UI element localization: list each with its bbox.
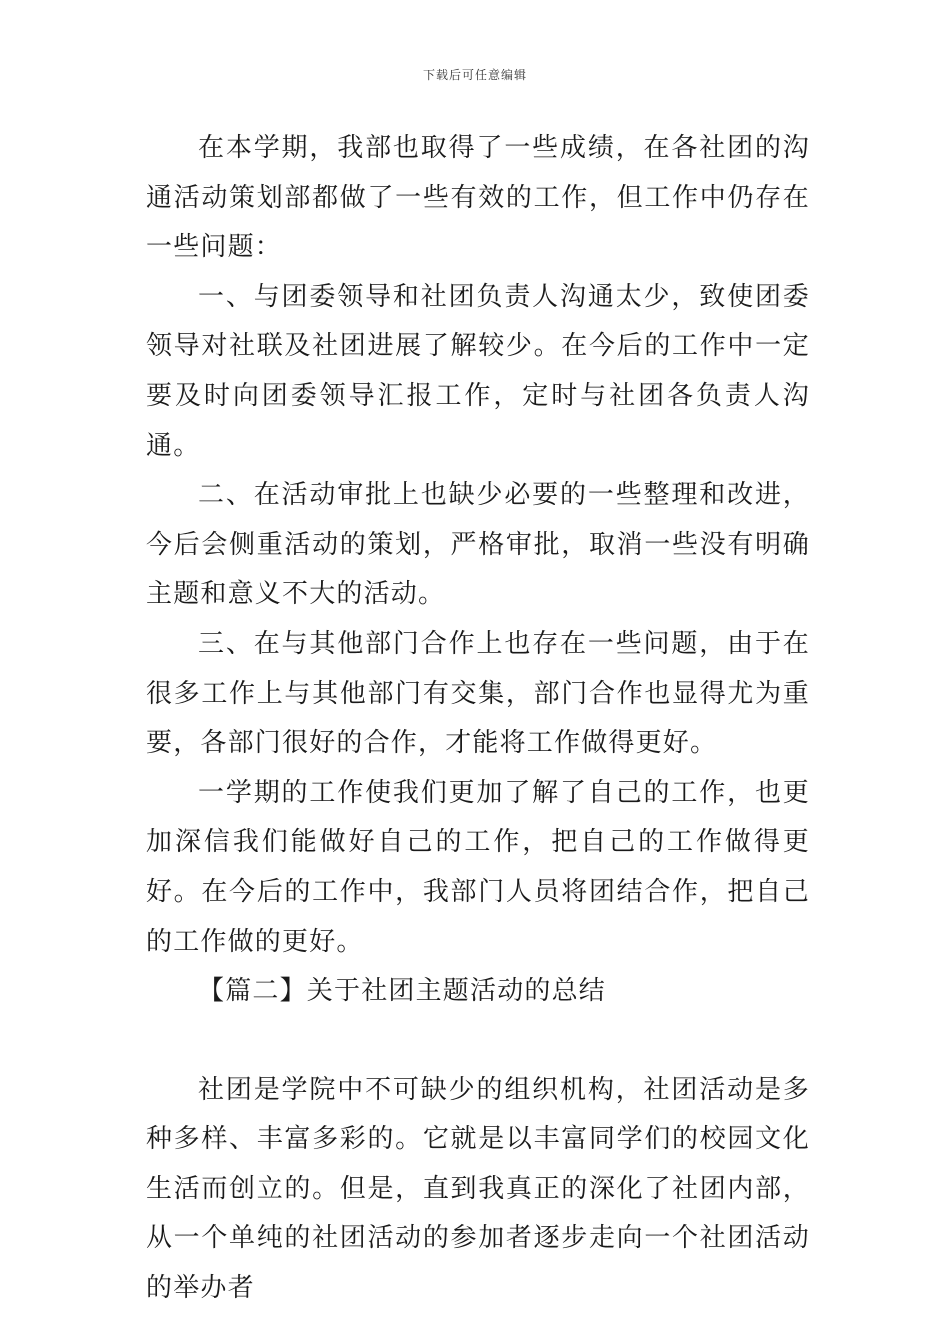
paragraph-conclusion: 一学期的工作使我们更加了解了自己的工作，也更加深信我们能做好自己的工作，把自己的工作做得更好。在今后的工作中，我部门人员将团结合作，把自己的工作做的更好。 [146, 777, 810, 957]
section-title: 【篇二】关于社团主题活动的总结 [198, 976, 607, 1007]
paragraph-issue-three: 三、在与其他部门合作上也存在一些问题，由于在很多工作上与其他部门有交集，部门合作也显得尤为重要，各部门很好的合作，才能将工作做得更好。 [146, 628, 810, 759]
paragraph-issue-one: 一、与团委领导和社团负责人沟通太少，致使团委领导对社联及社团进展了解较少。在今后的工作中一定要及时向团委领导汇报工作，定时与社团各负责人沟通。 [146, 281, 810, 461]
paragraph-section-intro: 社团是学院中不可缺少的组织机构，社团活动是多种多样、丰富多彩的。它就是以丰富同学们的校园文化生活而创立的。但是，直到我真正的深化了社团内部，从一个单纯的社团活动的参加者逐步走向一个社团活动的举办者 [146, 1074, 810, 1304]
paragraph-achievements: 在本学期，我部也取得了一些成绩，在各社团的沟通活动策划部都做了一些有效的工作，但工作中仍存在一些问题： [146, 133, 810, 263]
paragraph-issue-two: 二、在活动审批上也缺少必要的一些整理和改进，今后会侧重活动的策划，严格审批，取消一些没有明确主题和意义不大的活动。 [146, 480, 810, 610]
header-note: 下载后可任意编辑 [422, 68, 527, 82]
document-body [146, 124, 810, 1314]
